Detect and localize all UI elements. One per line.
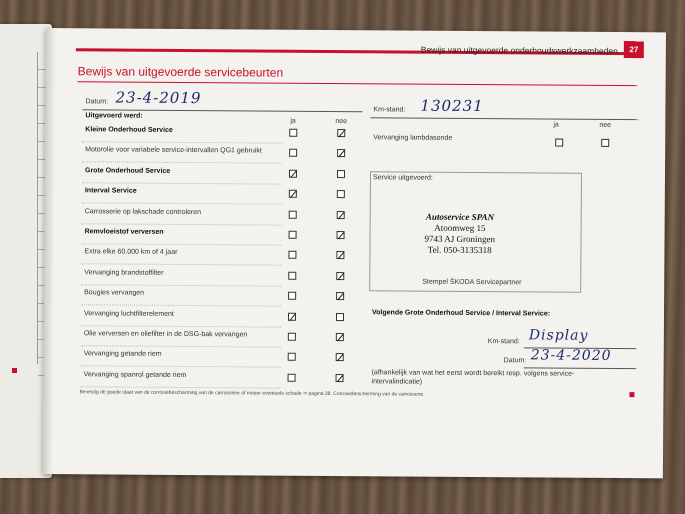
column-nee: nee <box>335 118 348 126</box>
service-item-rule <box>81 284 281 286</box>
page-title: Bewijs van uitgevoerde servicebeurten <box>77 64 284 80</box>
service-item-ja-checkbox[interactable] <box>288 292 296 300</box>
next-service-title: Volgende Grote Onderhoud Service / Interval Service: <box>371 309 551 318</box>
service-item-rule <box>81 325 281 327</box>
service-item-rule <box>82 162 282 164</box>
page-end-marker <box>629 392 634 397</box>
column-ja: ja <box>290 117 296 125</box>
next-datum-label: Datum: <box>503 357 527 365</box>
dealer-stamp <box>424 212 495 256</box>
service-item-nee-checkbox[interactable] <box>337 149 345 157</box>
service-item-rule <box>82 141 282 143</box>
datum-label: Datum: <box>85 98 109 106</box>
km-label: Km-stand: <box>373 106 406 114</box>
service-item-label: Vervanging luchtfilterelement <box>83 309 174 318</box>
service-item-ja-checkbox[interactable] <box>289 210 297 218</box>
service-item-nee-checkbox[interactable] <box>336 272 344 280</box>
service-item-nee-checkbox[interactable] <box>337 190 345 198</box>
service-item-label: Vervanging brandstoffilter <box>84 269 164 277</box>
service-item-nee-checkbox[interactable] <box>336 313 344 321</box>
service-item-ja-checkbox[interactable] <box>288 333 296 341</box>
service-item-label: Vervanging getande riem <box>83 350 162 359</box>
lambda-nee-checkbox[interactable] <box>601 139 609 147</box>
km-rule <box>370 117 638 120</box>
page-spine <box>43 28 56 474</box>
service-item-label: Olie verversen en oliefilter in de DSG-bak vervangen <box>83 330 248 339</box>
service-item-nee-checkbox[interactable] <box>337 211 345 219</box>
lambda-column-nee: nee <box>599 121 612 129</box>
lambda-label: Vervanging lambdasonde <box>373 134 453 142</box>
service-item-rule <box>81 264 281 266</box>
service-item-nee-checkbox[interactable] <box>337 170 345 178</box>
service-uitgevoerd-label: Service uitgevoerd: <box>372 174 433 182</box>
service-item-rule <box>82 182 282 184</box>
service-item-nee-checkbox[interactable] <box>336 333 344 341</box>
service-item-nee-checkbox[interactable] <box>336 374 344 382</box>
stamp-street: Atoomweg 15 <box>434 222 486 234</box>
service-item-rule <box>82 202 282 204</box>
service-item-label: Remvloeistof verversen <box>84 228 164 236</box>
service-item-label: Extra elke 60.000 km of 4 jaar <box>84 248 178 257</box>
service-item-rule <box>81 304 281 306</box>
service-item-ja-checkbox[interactable] <box>288 251 296 259</box>
next-km-label: Km-stand: <box>487 338 520 346</box>
service-item-ja-checkbox[interactable] <box>288 373 296 381</box>
service-item-ja-checkbox[interactable] <box>289 190 297 198</box>
service-item-ja-checkbox[interactable] <box>288 353 296 361</box>
service-item-nee-checkbox[interactable] <box>337 129 345 137</box>
service-item-nee-checkbox[interactable] <box>336 292 344 300</box>
page-number: 27 <box>624 41 644 58</box>
next-km-handwritten: Display <box>528 327 589 344</box>
service-item-rule <box>81 345 281 347</box>
section-header: Bewijs van uitgevoerde onderhoudswerkzaamheden <box>420 44 618 56</box>
title-rule <box>78 81 638 86</box>
stamp-city: 9743 AJ Groningen <box>424 233 496 245</box>
stamp-name: Autoservice SPAN <box>425 211 495 223</box>
service-item-ja-checkbox[interactable] <box>288 271 296 279</box>
service-item-ja-checkbox[interactable] <box>289 169 297 177</box>
service-item-label: Carrosserie op lakschade controleren <box>84 207 202 216</box>
km-handwritten: 130231 <box>420 96 484 116</box>
lambda-column-ja: ja <box>553 121 559 129</box>
uitgevoerd-label: Uitgevoerd werd: <box>85 112 143 120</box>
service-record-page <box>43 28 666 478</box>
service-item-rule <box>81 366 281 368</box>
service-item-rule <box>81 243 281 245</box>
service-item-rule <box>80 386 280 388</box>
service-item-label: Vervanging spanrol getande riem <box>83 371 187 379</box>
stamp-caption: Stempel ŠKODA Servicepartner <box>422 278 522 287</box>
service-item-nee-checkbox[interactable] <box>336 251 344 259</box>
service-item-ja-checkbox[interactable] <box>289 149 297 157</box>
left-page-marker <box>12 368 17 373</box>
service-item-label: Bougies vervangen <box>84 289 145 297</box>
stamp-phone: Tel. 050-3135318 <box>427 244 492 256</box>
service-item-nee-checkbox[interactable] <box>336 353 344 361</box>
service-item-ja-checkbox[interactable] <box>289 231 297 239</box>
service-item-ja-checkbox[interactable] <box>288 312 296 320</box>
lambda-ja-checkbox[interactable] <box>555 139 563 147</box>
service-item-label: Kleine Onderhoud Service <box>85 126 173 134</box>
service-item-nee-checkbox[interactable] <box>337 231 345 239</box>
service-item-ja-checkbox[interactable] <box>289 129 297 137</box>
service-item-rule <box>82 223 282 225</box>
next-service-note: (afhankelijk van wat het eerst wordt bereikt resp. volgens service-intervalindicatie) <box>371 369 575 386</box>
footnote: Bevestig de goede staat van de corrosiebescherming van de carrosserie of noteer eventuele schade ⇒ pagina 28, Corrosiebescherming van de carrosserie. <box>79 389 425 398</box>
datum-handwritten: 23-4-2019 <box>115 88 202 108</box>
service-item-label: Grote Onderhoud Service <box>84 167 171 175</box>
service-item-label: Interval Service <box>84 187 137 195</box>
next-datum-handwritten: 23-4-2020 <box>530 347 612 364</box>
service-item-label: Motorolie voor variabele service-intervallen QG1 gebruikt <box>85 146 262 155</box>
